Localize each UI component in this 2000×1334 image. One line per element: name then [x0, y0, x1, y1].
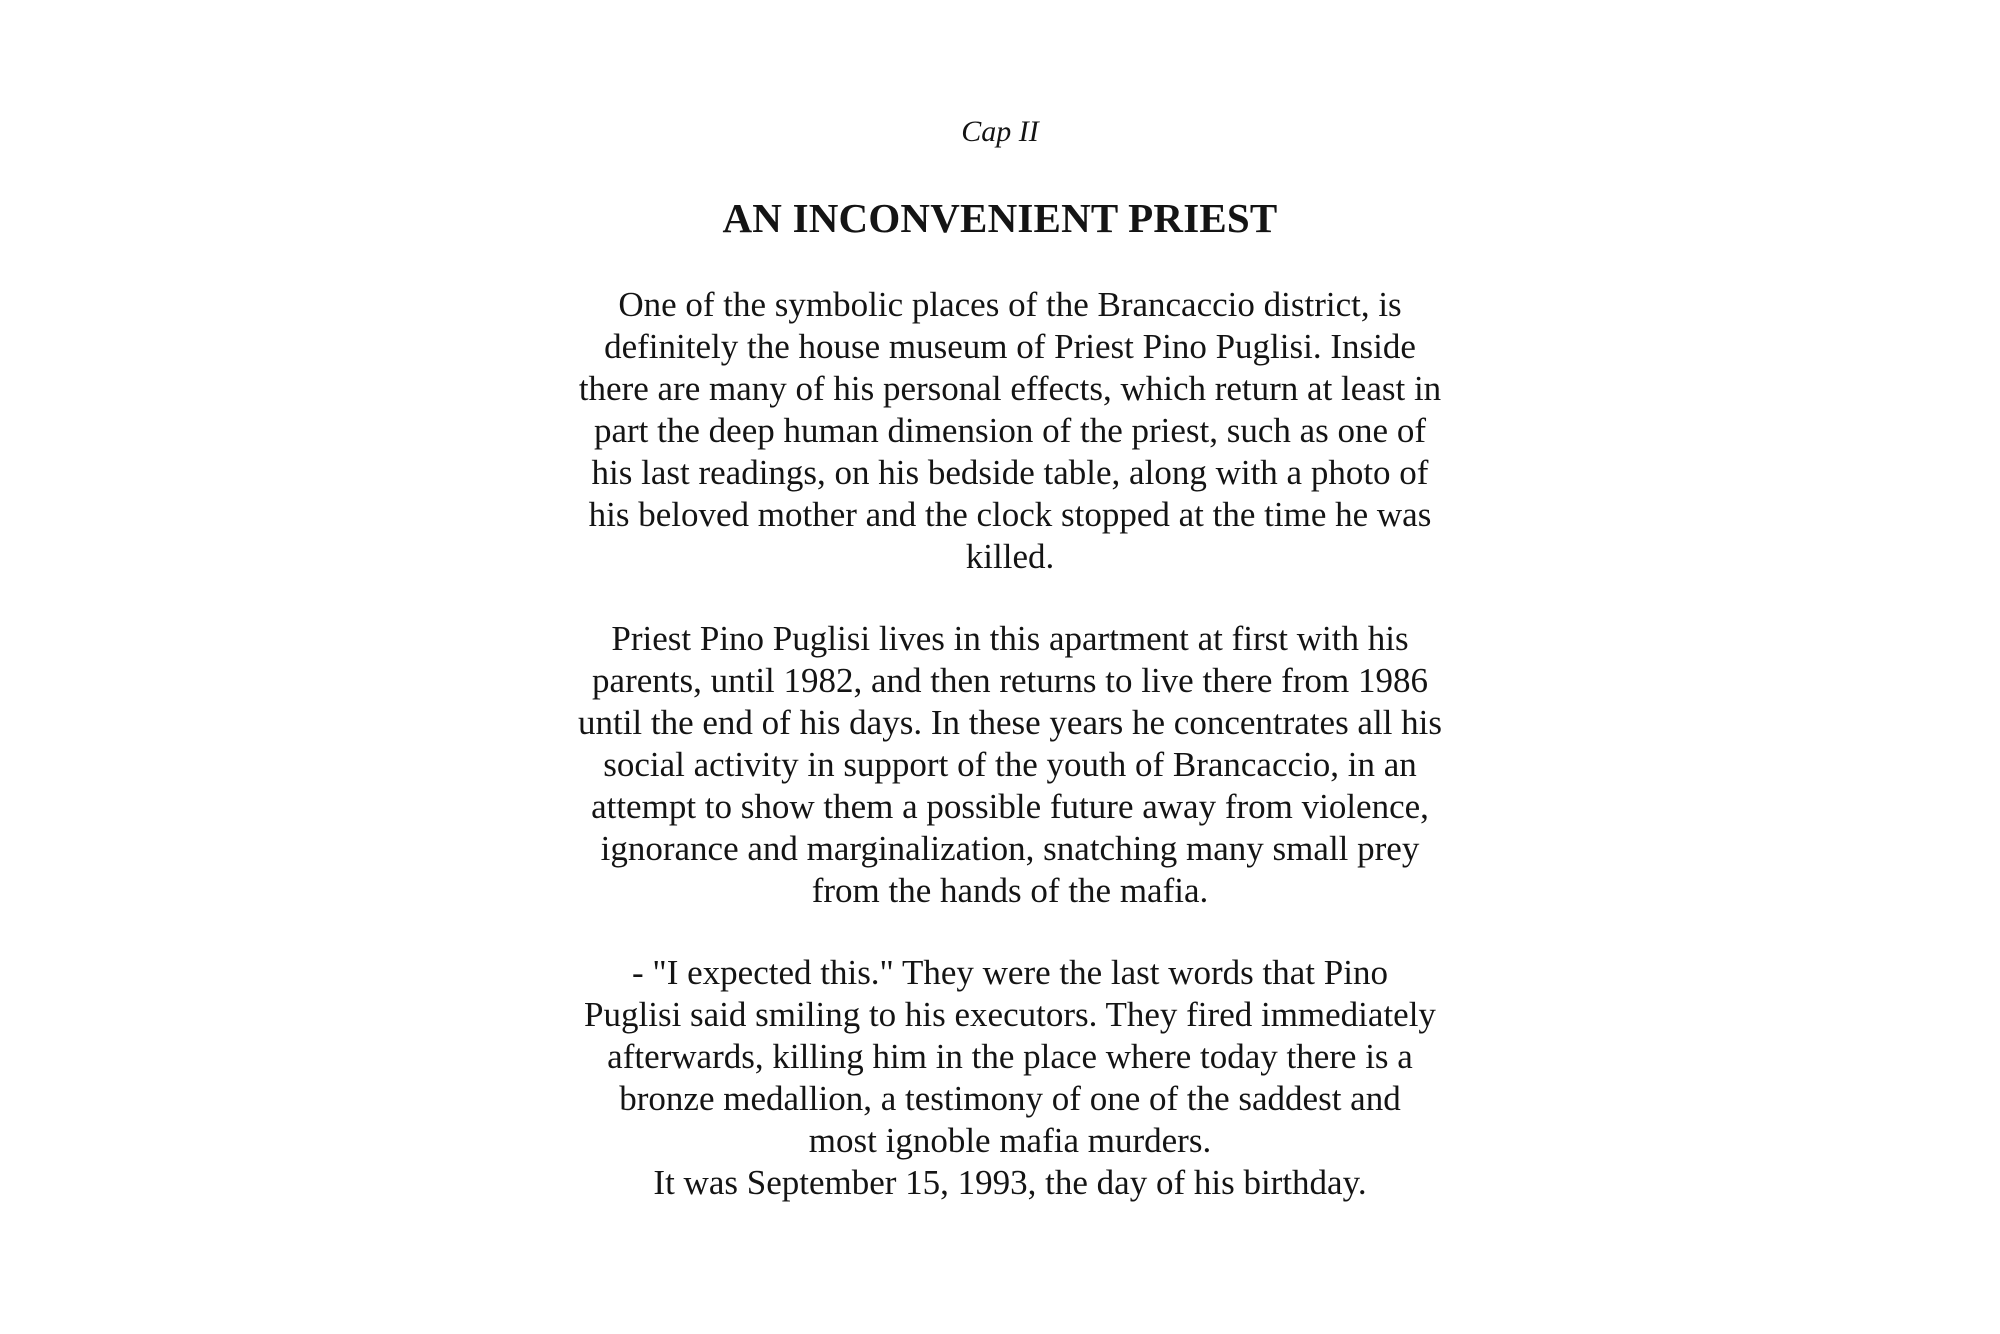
paragraph-line: attempt to show them a possible future away from violence, [591, 787, 1429, 826]
paragraph-line: afterwards, killing him in the place where today there is a [607, 1037, 1413, 1076]
paragraph-line: One of the symbolic places of the Brancaccio district, is [618, 285, 1402, 324]
paragraph-last-words [510, 952, 1510, 1204]
paragraph-line: - "I expected this." They were the last words that Pino [632, 953, 1388, 992]
paragraph-line: his last readings, on his bedside table, along with a photo of [591, 453, 1429, 492]
paragraph-line: Priest Pino Puglisi lives in this apartment at first with his [611, 619, 1409, 658]
paragraph-line: Puglisi said smiling to his executors. They fired immediately [584, 995, 1436, 1034]
paragraph-line: definitely the house museum of Priest Pino Puglisi. Inside [604, 327, 1416, 366]
paragraph-line: most ignoble mafia murders. [808, 1121, 1212, 1160]
paragraph-line: from the hands of the mafia. [811, 871, 1209, 910]
paragraph-line: killed. [965, 537, 1055, 576]
paragraph-line: bronze medallion, a testimony of one of the saddest and [619, 1079, 1401, 1118]
paragraph-line: ignorance and marginalization, snatching many small prey [600, 829, 1420, 868]
paragraph-line: social activity in support of the youth of Brancaccio, in an [603, 745, 1417, 784]
chapter-label: Cap II [961, 115, 1039, 148]
paragraph-house-museum [510, 284, 1510, 578]
paragraph-line: his beloved mother and the clock stopped at the time he was [588, 495, 1432, 534]
paragraph-line: until the end of his days. In these years he concentrates all his [577, 703, 1443, 742]
paragraph-line: part the deep human dimension of the priest, such as one of [593, 411, 1426, 450]
paragraph-line: It was September 15, 1993, the day of his birthday. [653, 1163, 1367, 1202]
chapter-title: AN INCONVENIENT PRIEST [722, 195, 1278, 241]
paragraph-apartment [510, 618, 1510, 912]
paragraph-line: parents, until 1982, and then returns to live there from 1986 [592, 661, 1428, 700]
paragraph-line: there are many of his personal effects, which return at least in [578, 369, 1442, 408]
